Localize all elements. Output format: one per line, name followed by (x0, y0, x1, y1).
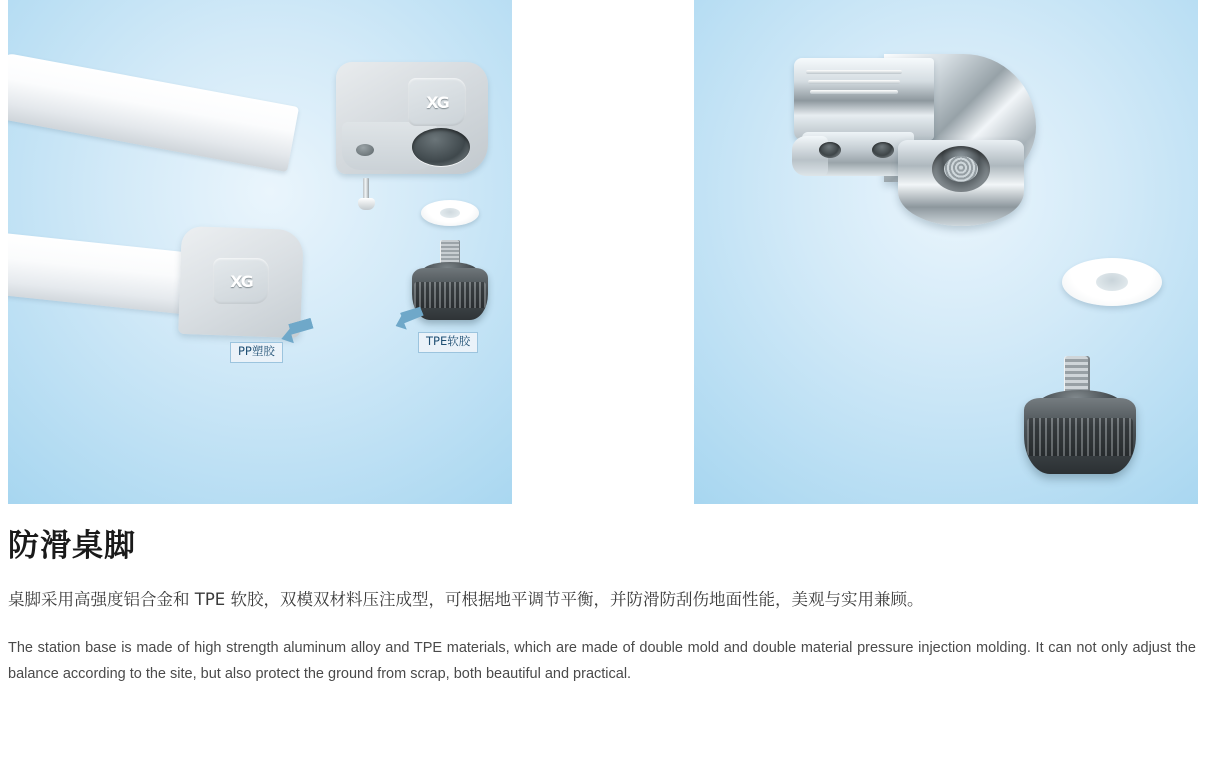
bolt-hole (872, 142, 894, 158)
upper-leg-arm (8, 53, 299, 173)
callout-arrow-tpe-icon (392, 305, 427, 333)
plastic-leg-exploded-view (8, 0, 512, 504)
upper-foot-screw-hole (356, 144, 374, 156)
adjuster-knob-body-large (1024, 398, 1136, 474)
arm-rib (806, 70, 902, 74)
upper-foot-bore (412, 128, 470, 166)
bolt-hole (819, 142, 841, 158)
brand-logo-badge-lower (213, 258, 269, 304)
nylon-washer (421, 200, 479, 226)
adjuster-knob-body (412, 268, 488, 320)
brand-logo-badge-upper (408, 78, 466, 126)
callout-label-pp: PP塑胶 (230, 342, 283, 363)
description-english: The station base is made of high strength aluminum alloy and TPE materials, which are made of double mold and double material pressure injection molding. It can not only adjust the balance according to the site, but also protect the ground from scrap, both beautiful and practical. (8, 639, 1196, 682)
arm-rib (810, 90, 898, 94)
brand-logo-mark: XG (426, 92, 448, 112)
nylon-washer-large (1062, 258, 1162, 306)
arm-rib (808, 80, 900, 84)
callout-label-tpe: TPE软胶 (418, 332, 478, 353)
elbow-threaded-bore (932, 146, 990, 192)
brand-logo-mark-lower: XG (230, 271, 252, 291)
aluminum-elbow-joint-exploded-view (694, 0, 1198, 504)
page-title: 防滑桌脚 (8, 528, 136, 564)
description-chinese: 桌脚采用高强度铝合金和 TPE 软胶，双模双材料压注成型，可根据地平调节平衡，并防滑防刮伤地面性能，美观与实用兼顾。 (8, 590, 924, 609)
feature-description (8, 520, 1200, 687)
small-screw-head (358, 198, 375, 210)
